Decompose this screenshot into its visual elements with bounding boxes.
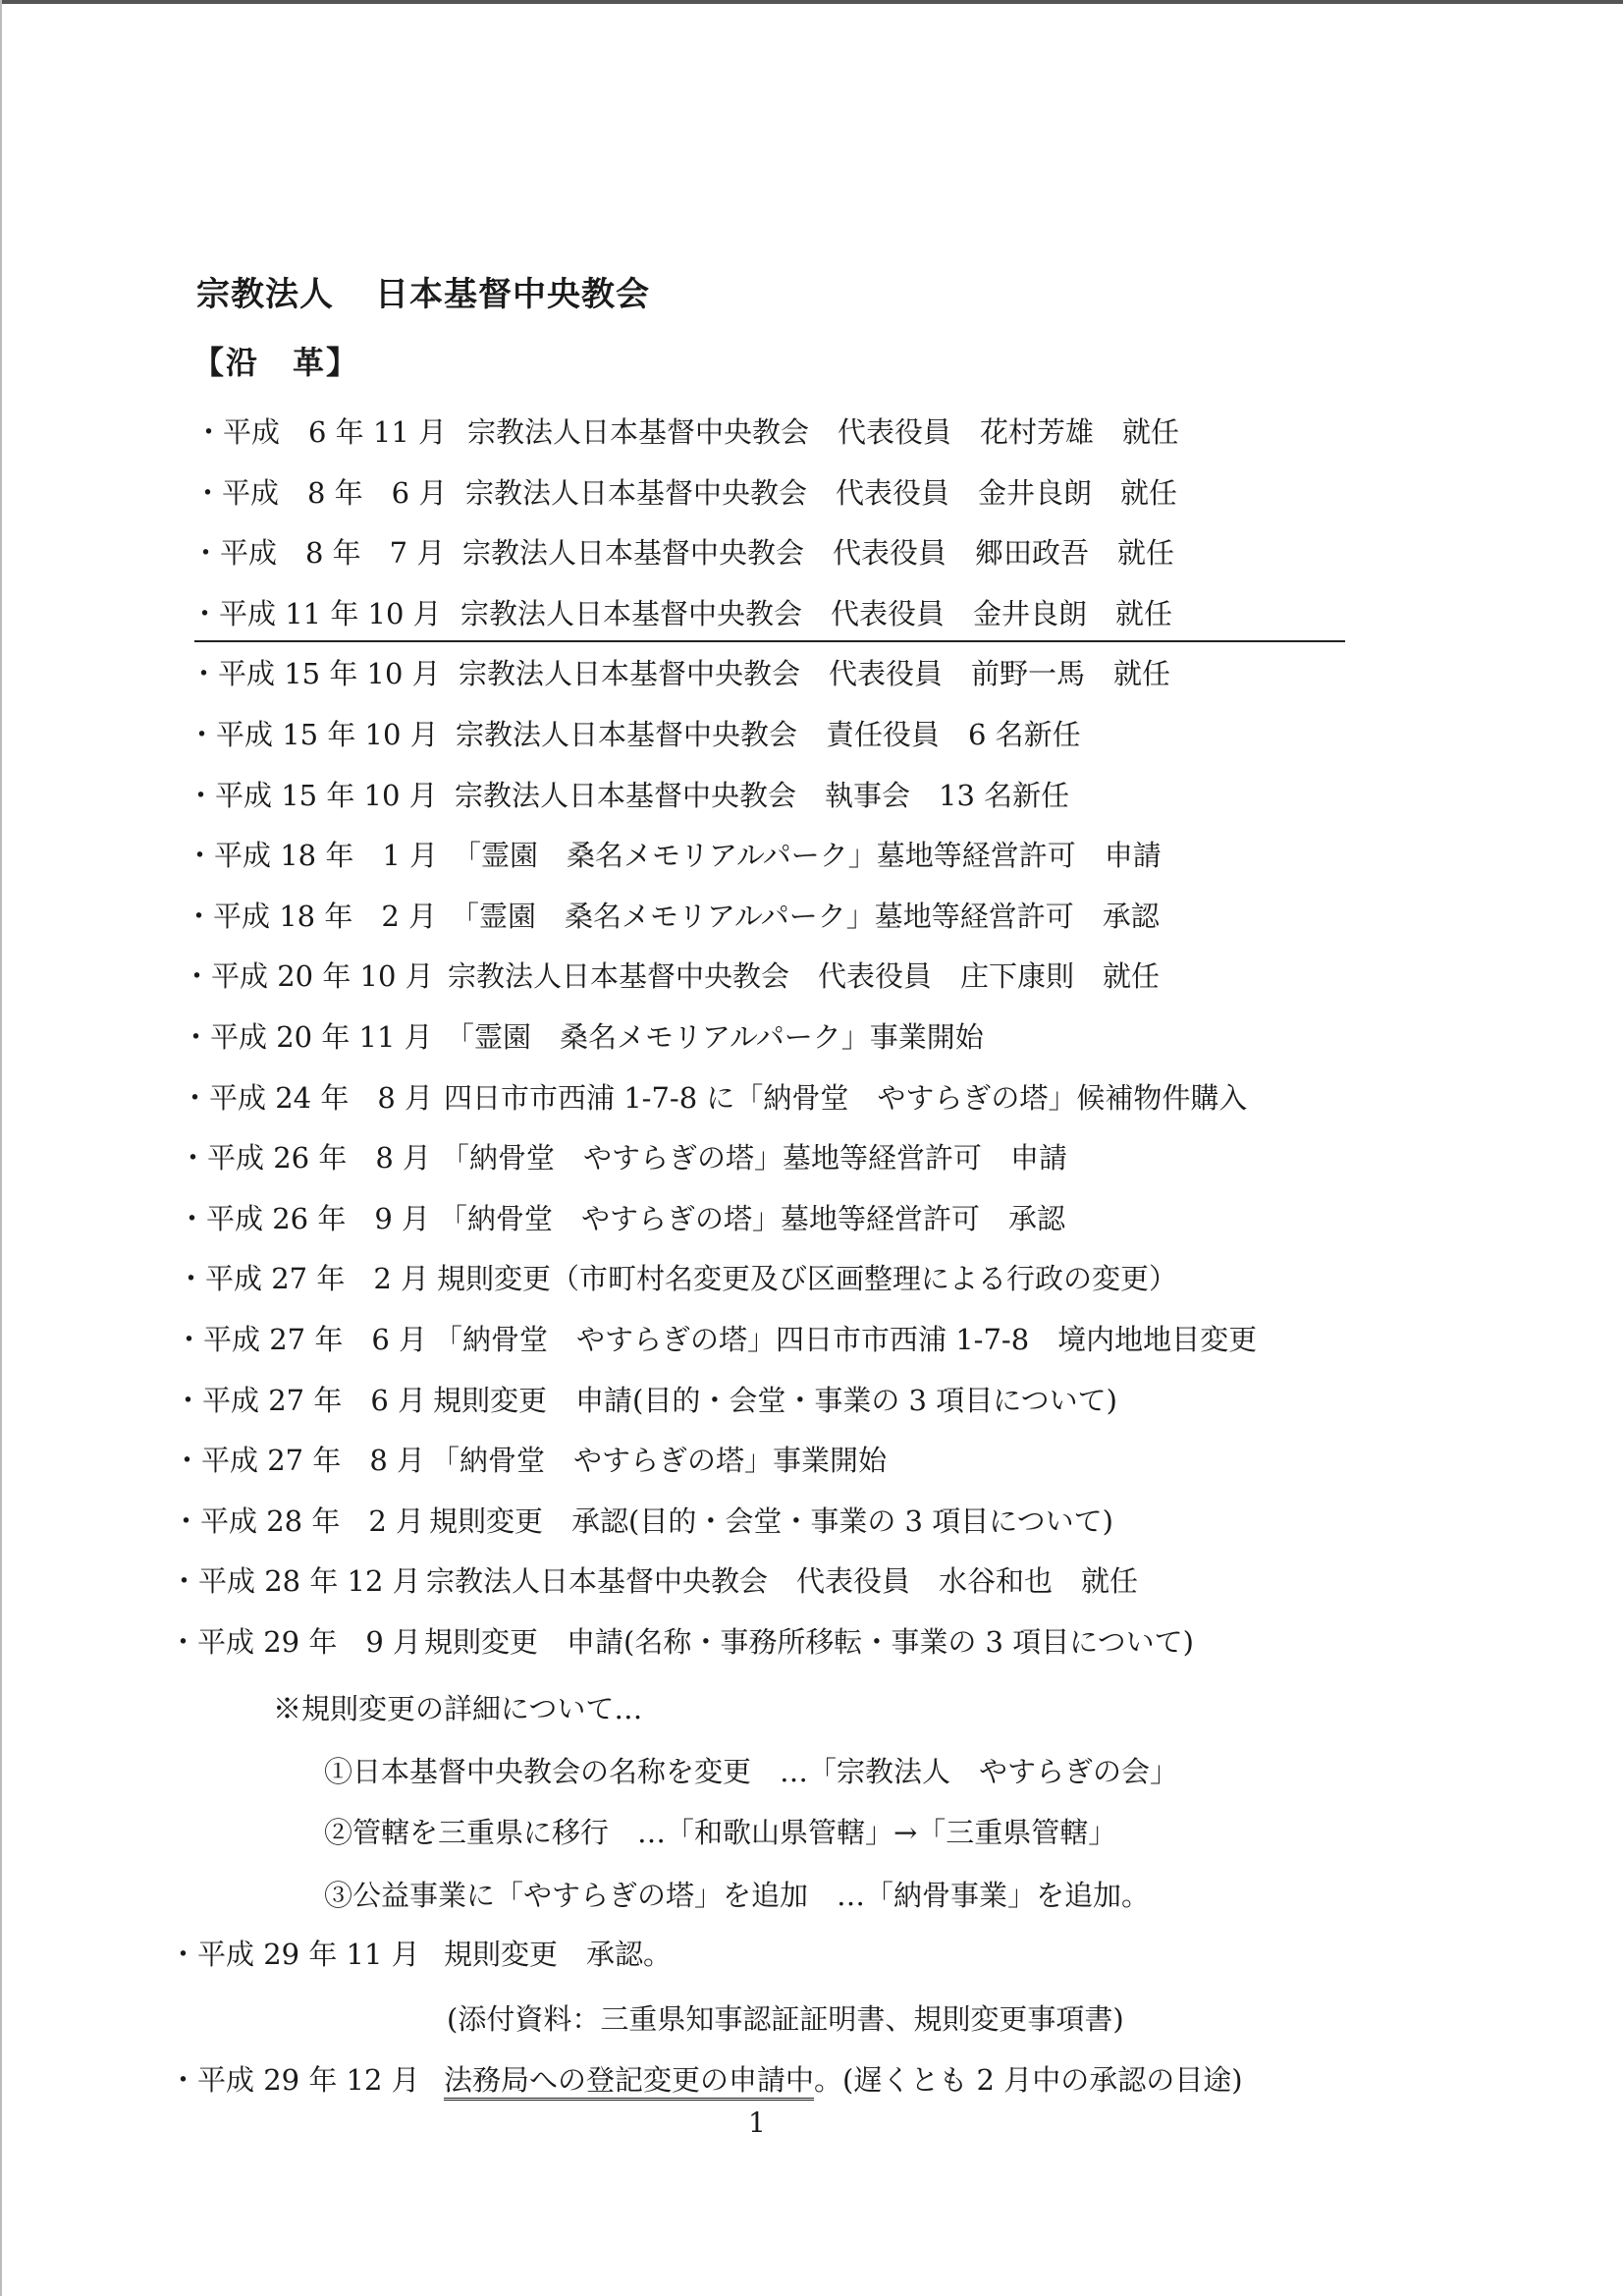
entry-text: 規則変更 申請(目的・会堂・事業の 3 項目について) (433, 1384, 1117, 1417)
history-entry (183, 955, 1410, 998)
history-entry (181, 1076, 1408, 1120)
history-entry (187, 774, 1414, 817)
entry-text: 宗教法人日本基督中央教会 代表役員 庄下康則 就任 (448, 959, 1161, 993)
attachment-note: (添付資料：三重県知事認証証明書、規則変更事項書) (447, 2002, 1124, 2036)
entry-date: ・平成 24 年 8 月 (181, 1081, 434, 1115)
history-entry (182, 1015, 1409, 1059)
history-entry (188, 713, 1415, 756)
scan-edge (0, 0, 1623, 4)
entry-date: ・平成 27 年 6 月 (175, 1323, 428, 1356)
entry-text: 宗教法人日本基督中央教会 代表役員 郷田政吾 就任 (462, 536, 1175, 570)
history-entry (189, 652, 1417, 695)
history-entry (179, 1136, 1406, 1179)
entry-date: ・平成 18 年 2 月 (185, 900, 438, 933)
entry-date: ・平成 26 年 9 月 (178, 1202, 431, 1235)
entry-date: ・平成 8 年 6 月 (193, 476, 448, 510)
entry-date: ・平成 27 年 6 月 (174, 1384, 427, 1417)
entry-text: 宗教法人日本基督中央教会 代表役員 花村芳雄 就任 (467, 415, 1180, 449)
entry-date: ・平成 29 年 11 月 (169, 1938, 420, 1971)
org-type: 宗教法人 (196, 275, 334, 314)
entry-text: 宗教法人日本基督中央教会 執事会 13 名新任 (455, 779, 1070, 812)
entry-text: 「納骨堂 やすらぎの塔」四日市市西浦 1-7-8 境内地地目変更 (434, 1323, 1258, 1356)
section-heading: 【沿 革】 (192, 344, 360, 381)
entry-text: 宗教法人日本基督中央教会 代表役員 金井良朗 就任 (465, 476, 1178, 510)
scan-edge-left (0, 0, 2, 2296)
entry-date: ・平成 15 年 10 月 (188, 718, 439, 751)
entry-date: ・平成 18 年 1 月 (186, 839, 439, 872)
history-entry (170, 1559, 1397, 1603)
entry-date: ・平成 6 年 11 月 (194, 415, 448, 449)
history-entry (177, 1257, 1404, 1300)
history-entry (169, 2058, 1445, 2102)
entry-date: ・平成 20 年 11 月 (182, 1020, 433, 1054)
history-entry (174, 1379, 1401, 1422)
history-entry (193, 471, 1421, 515)
detail-item: ①日本基督中央教会の名称を変更 …「宗教法人 やすらぎの会」 (324, 1755, 1179, 1788)
history-entry (173, 1439, 1400, 1482)
horizontal-rule (194, 640, 1345, 642)
entry-text: 「納骨堂 やすらぎの塔」墓地等経営許可 申請 (441, 1141, 1068, 1175)
history-entry (191, 531, 1419, 574)
entry-text: 四日市市西浦 1-7-8 に「納骨堂 やすらぎの塔」候補物件購入 (444, 1081, 1248, 1115)
org-name: 日本基督中央教会 (375, 275, 650, 314)
entry-date: ・平成 29 年 12 月 (169, 2063, 420, 2097)
entry-text: 宗教法人日本基督中央教会 代表役員 金井良朗 就任 (460, 597, 1173, 630)
history-entry (169, 1933, 1445, 1976)
history-entry (178, 1197, 1405, 1240)
detail-item: ②管轄を三重県に移行 …「和歌山県管轄」→「三重県管轄」 (324, 1816, 1117, 1849)
entry-text: 「霊園 桑名メモリアルパーク」墓地等経営許可 承認 (451, 900, 1160, 933)
history-entry (169, 1620, 1396, 1664)
entry-text: 宗教法人日本基督中央教会 代表役員 水谷和也 就任 (426, 1564, 1139, 1598)
entry-text: 「納骨堂 やすらぎの塔」事業開始 (431, 1444, 888, 1477)
entry-date: ・平成 29 年 9 月 (169, 1625, 422, 1659)
entry-text: 宗教法人日本基督中央教会 代表役員 前野一馬 就任 (459, 657, 1171, 690)
page-number: 1 (748, 2106, 766, 2139)
entry-text-rest: 。(遅くとも 2 月中の承認の目途) (814, 2063, 1243, 2097)
entry-date: ・平成 27 年 8 月 (173, 1444, 426, 1477)
history-entry (175, 1318, 1402, 1361)
history-entry (172, 1500, 1399, 1543)
entry-date: ・平成 15 年 10 月 (189, 657, 441, 690)
entry-text: 「霊園 桑名メモリアルパーク」事業開始 (446, 1020, 984, 1054)
entry-date: ・平成 11 年 10 月 (190, 597, 442, 630)
entry-text: 規則変更 申請(名称・事務所移転・事業の 3 項目について) (424, 1625, 1194, 1659)
history-entry (185, 895, 1412, 938)
detail-item: ③公益事業に「やすらぎの塔」を追加 …「納骨事業」を追加。 (324, 1879, 1151, 1912)
entry-text: 「霊園 桑名メモリアルパーク」墓地等経営許可 申請 (453, 839, 1162, 872)
entry-text: 規則変更（市町村名変更及び区画整理による行政の変更） (437, 1262, 1178, 1295)
history-entry (194, 410, 1422, 454)
entry-text: 規則変更 承認(目的・会堂・事業の 3 項目について) (429, 1504, 1113, 1538)
history-entry (190, 592, 1418, 635)
entry-date: ・平成 28 年 2 月 (172, 1504, 425, 1538)
entry-date: ・平成 20 年 10 月 (183, 959, 434, 993)
details-heading: ※規則変更の詳細について… (273, 1692, 643, 1725)
entry-text: 宗教法人日本基督中央教会 責任役員 6 名新任 (456, 718, 1081, 751)
history-entry (186, 834, 1413, 877)
entry-date: ・平成 15 年 10 月 (187, 779, 438, 812)
entry-date: ・平成 26 年 8 月 (179, 1141, 432, 1175)
document-title (196, 267, 650, 315)
entry-date: ・平成 28 年 12 月 (170, 1564, 421, 1598)
entry-text (444, 2058, 1243, 2099)
entry-date: ・平成 27 年 2 月 (177, 1262, 430, 1295)
underlined-text: 法務局への登記変更の申請中 (444, 2063, 814, 2101)
entry-text: 「納骨堂 やすらぎの塔」墓地等経営許可 承認 (439, 1202, 1066, 1235)
entry-text: 規則変更 承認。 (444, 1938, 673, 1971)
entry-date: ・平成 8 年 7 月 (191, 536, 446, 570)
